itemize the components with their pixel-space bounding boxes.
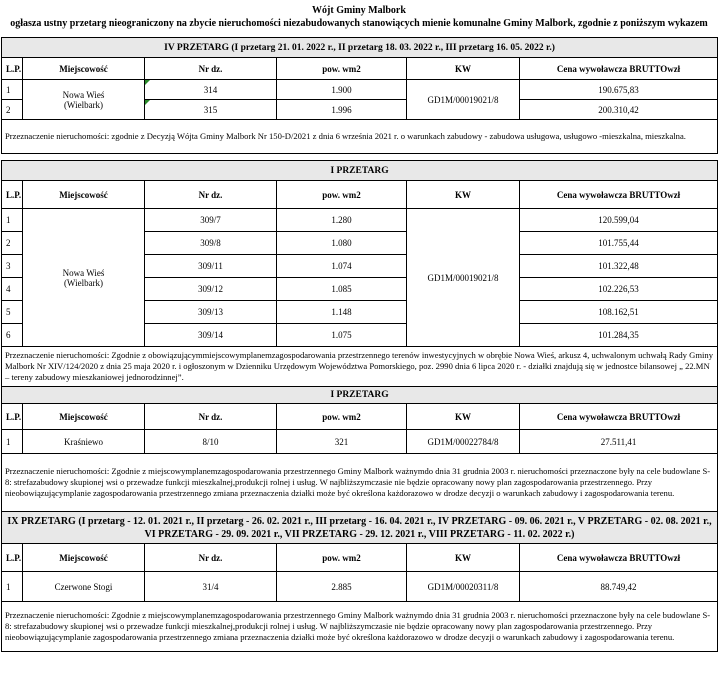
col-miejscowosc: Miejscowość (23, 404, 145, 430)
cell-pow: 1.280 (277, 209, 407, 232)
cell-pow: 2.885 (277, 572, 407, 602)
table-row (2, 209, 718, 232)
col-pow: pow. wm2 (277, 181, 407, 209)
cell-nr: 309/13 (145, 301, 277, 324)
table-row (2, 430, 718, 454)
col-lp: L.P. (2, 544, 23, 572)
section2-title: I PRZETARG (2, 161, 718, 181)
cell-pow: 1.074 (277, 255, 407, 278)
cell-pow: 1.080 (277, 232, 407, 255)
cell-nr: 314 (145, 80, 277, 100)
section3-note-row (2, 454, 718, 512)
cell-cena: 102.226,53 (520, 278, 718, 301)
cell-pow: 1.148 (277, 301, 407, 324)
col-kw: KW (407, 544, 520, 572)
cell-kw: GD1M/00019021/8 (407, 80, 520, 120)
section1-title-row (2, 38, 718, 58)
cell-place: Nowa Wieś (Wielbark) (23, 209, 145, 347)
section4-title: IX PRZETARG (I przetarg - 12. 01. 2021 r., II przetarg - 26. 02. 2021 r., III przetarg - 16. 04. 2021 r., IV PRZETARG - 09. 06. 2021 r., V PRZETARG - 02. 08. 2021 r., VI PRZETARG - 29. 09. 2021 r., VII PRZETARG - 29. 12. 2021 r., VIII PRZETARG - 11. 02. 2022 r.) (2, 512, 718, 544)
col-pow: pow. wm2 (277, 58, 407, 80)
cell-lp: 1 (2, 80, 23, 100)
col-lp: L.P. (2, 404, 23, 430)
section1-note: Przeznaczenie nieruchomości: zgodnie z Decyzją Wójta Gminy Malbork Nr 150-D/2021 z dnia 6 września 2021 r. o warunkach zabudowy - zabudowa usługowa, usługowo -mieszkalna, mieszkalna. (2, 120, 718, 154)
col-kw: KW (407, 404, 520, 430)
table-row (2, 572, 718, 602)
column-header-row (2, 58, 718, 80)
col-pow: pow. wm2 (277, 544, 407, 572)
col-nr-dz: Nr dz. (145, 58, 277, 80)
cell-kw: GD1M/00022784/8 (407, 430, 520, 454)
section1-note-row (2, 120, 718, 154)
cell-cena: 101.284,35 (520, 324, 718, 347)
table-row (2, 80, 718, 100)
col-cena: Cena wywoławcza BRUTTOwzł (520, 58, 718, 80)
cell-lp: 2 (2, 100, 23, 120)
section4-note-row (2, 602, 718, 652)
cell-lp: 1 (2, 209, 23, 232)
cell-cena: 88.749,42 (520, 572, 718, 602)
col-nr-dz: Nr dz. (145, 544, 277, 572)
section2-note-row (2, 347, 718, 387)
cell-nr: 315 (145, 100, 277, 120)
cell-lp: 6 (2, 324, 23, 347)
cell-cena: 101.755,44 (520, 232, 718, 255)
cell-nr: 8/10 (145, 430, 277, 454)
cell-nr: 31/4 (145, 572, 277, 602)
cell-pow: 321 (277, 430, 407, 454)
cell-pow: 1.996 (277, 100, 407, 120)
col-nr-dz: Nr dz. (145, 181, 277, 209)
col-nr-dz: Nr dz. (145, 404, 277, 430)
column-header-row (2, 404, 718, 430)
column-header-row (2, 544, 718, 572)
cell-pow: 1.085 (277, 278, 407, 301)
section2-title-row (2, 161, 718, 181)
cell-lp: 2 (2, 232, 23, 255)
cell-cena: 108.162,51 (520, 301, 718, 324)
cell-cena: 101.322,48 (520, 255, 718, 278)
cell-pow: 1.075 (277, 324, 407, 347)
col-pow: pow. wm2 (277, 404, 407, 430)
col-cena: Cena wywoławcza BRUTTOwzł (520, 181, 718, 209)
col-kw: KW (407, 181, 520, 209)
cell-cena: 190.675,83 (520, 80, 718, 100)
col-cena: Cena wywoławcza BRUTTOwzł (520, 404, 718, 430)
cell-cena: 27.511,41 (520, 430, 718, 454)
col-lp: L.P. (2, 58, 23, 80)
section1-title: IV PRZETARG (I przetarg 21. 01. 2022 r., II przetarg 18. 03. 2022 r., III przetarg 16. 05. 2022 r.) (2, 38, 718, 58)
section3-title-row (2, 387, 718, 404)
cell-pow: 1.900 (277, 80, 407, 100)
cell-lp: 1 (2, 430, 23, 454)
col-miejscowosc: Miejscowość (23, 58, 145, 80)
section4-note: Przeznaczenie nieruchomości: Zgodnie z miejscowymplanemzagospodarowania przestrzennego Gminy Malbork ważnymdo dnia 31 grudnia 2003 r. nieruchomości przeznaczone były na cele budowlane S-8: strefazabudowy skupionej wsi o przewadze funkcji mieszkalnej,produkcji rolnej i usług. W najbliższymczasie nie będzie opracowany nowy plan zagospodarowania przestrzennego. Przy nieobowiązującymplanie zagospodarowania przestrzennego zmiana przeznaczenia działki może być określona każdorazowo w drodze decyzji o warunkach zabudowy i zagospodarowania terenu. (2, 602, 718, 652)
cell-nr: 309/7 (145, 209, 277, 232)
cell-nr: 309/11 (145, 255, 277, 278)
cell-cena: 120.599,04 (520, 209, 718, 232)
section3-note: Przeznaczenie nieruchomości: Zgodnie z miejscowymplanemzagospodarowania przestrzennego Gminy Malbork ważnymdo dnia 31 grudnia 2003 r. nieruchomości przeznaczone były na cele budowlane S-8: strefazabudowy skupionej wsi o przewadze funkcji mieszkalnej,produkcji rolnej i usług. W najbliższymczasie nie będzie opracowany nowy plan zagospodarowania przestrzennego. Przy nieobowiązującymplanie zagospodarowania przestrzennego zmiana przeznaczenia działki może być określona każdorazowo w drodze decyzji o warunkach zabudowy i zagospodarowania terenu. (2, 454, 718, 512)
section4-title-row (2, 512, 718, 544)
cell-place: Kraśniewo (23, 430, 145, 454)
cell-nr: 309/8 (145, 232, 277, 255)
col-miejscowosc: Miejscowość (23, 544, 145, 572)
document-header (0, 0, 718, 30)
cell-lp: 5 (2, 301, 23, 324)
auction-table (1, 37, 718, 652)
header-subtitle: ogłasza ustny przetarg nieograniczony na zbycie nieruchomości niezabudowanych stanowiących mienie komunalne Gminy Malbork, zgodnie z poniższym wykazem (10, 18, 708, 29)
cell-kw: GD1M/00020311/8 (407, 572, 520, 602)
col-miejscowosc: Miejscowość (23, 181, 145, 209)
cell-cena: 200.310,42 (520, 100, 718, 120)
cell-place: Czerwone Stogi (23, 572, 145, 602)
header-title: Wójt Gminy Malbork (312, 5, 406, 16)
col-lp: L.P. (2, 181, 23, 209)
col-cena: Cena wywoławcza BRUTTOwzł (520, 544, 718, 572)
cell-kw: GD1M/00019021/8 (407, 209, 520, 347)
cell-nr: 309/14 (145, 324, 277, 347)
section3-title: I PRZETARG (2, 387, 718, 404)
cell-lp: 4 (2, 278, 23, 301)
cell-nr: 309/12 (145, 278, 277, 301)
column-header-row (2, 181, 718, 209)
cell-place: Nowa Wieś (Wielbark) (23, 80, 145, 120)
section2-note: Przeznaczenie nieruchomości: Zgodnie z obowiązującymmiejscowymplanemzagospodarowania przestrzennego terenów inwestycyjnych w obrębie Nowa Wieś, arkusz 4, uchwalonym uchwałą Rady Gminy Malbork Nr XIV/124/2020 z dnia 25 maja 2020 r. i ogłoszonym w Dzienniku Urzędowym Województwa Pomorskiego, poz. 2990 dnia 6 lipca 2020 r. - działki znajdują się w jednostce bilansowej „ 22.MN – tereny zabudowy mieszkaniowej jednorodzinnej”. (2, 347, 718, 387)
cell-lp: 1 (2, 572, 23, 602)
col-kw: KW (407, 58, 520, 80)
cell-lp: 3 (2, 255, 23, 278)
